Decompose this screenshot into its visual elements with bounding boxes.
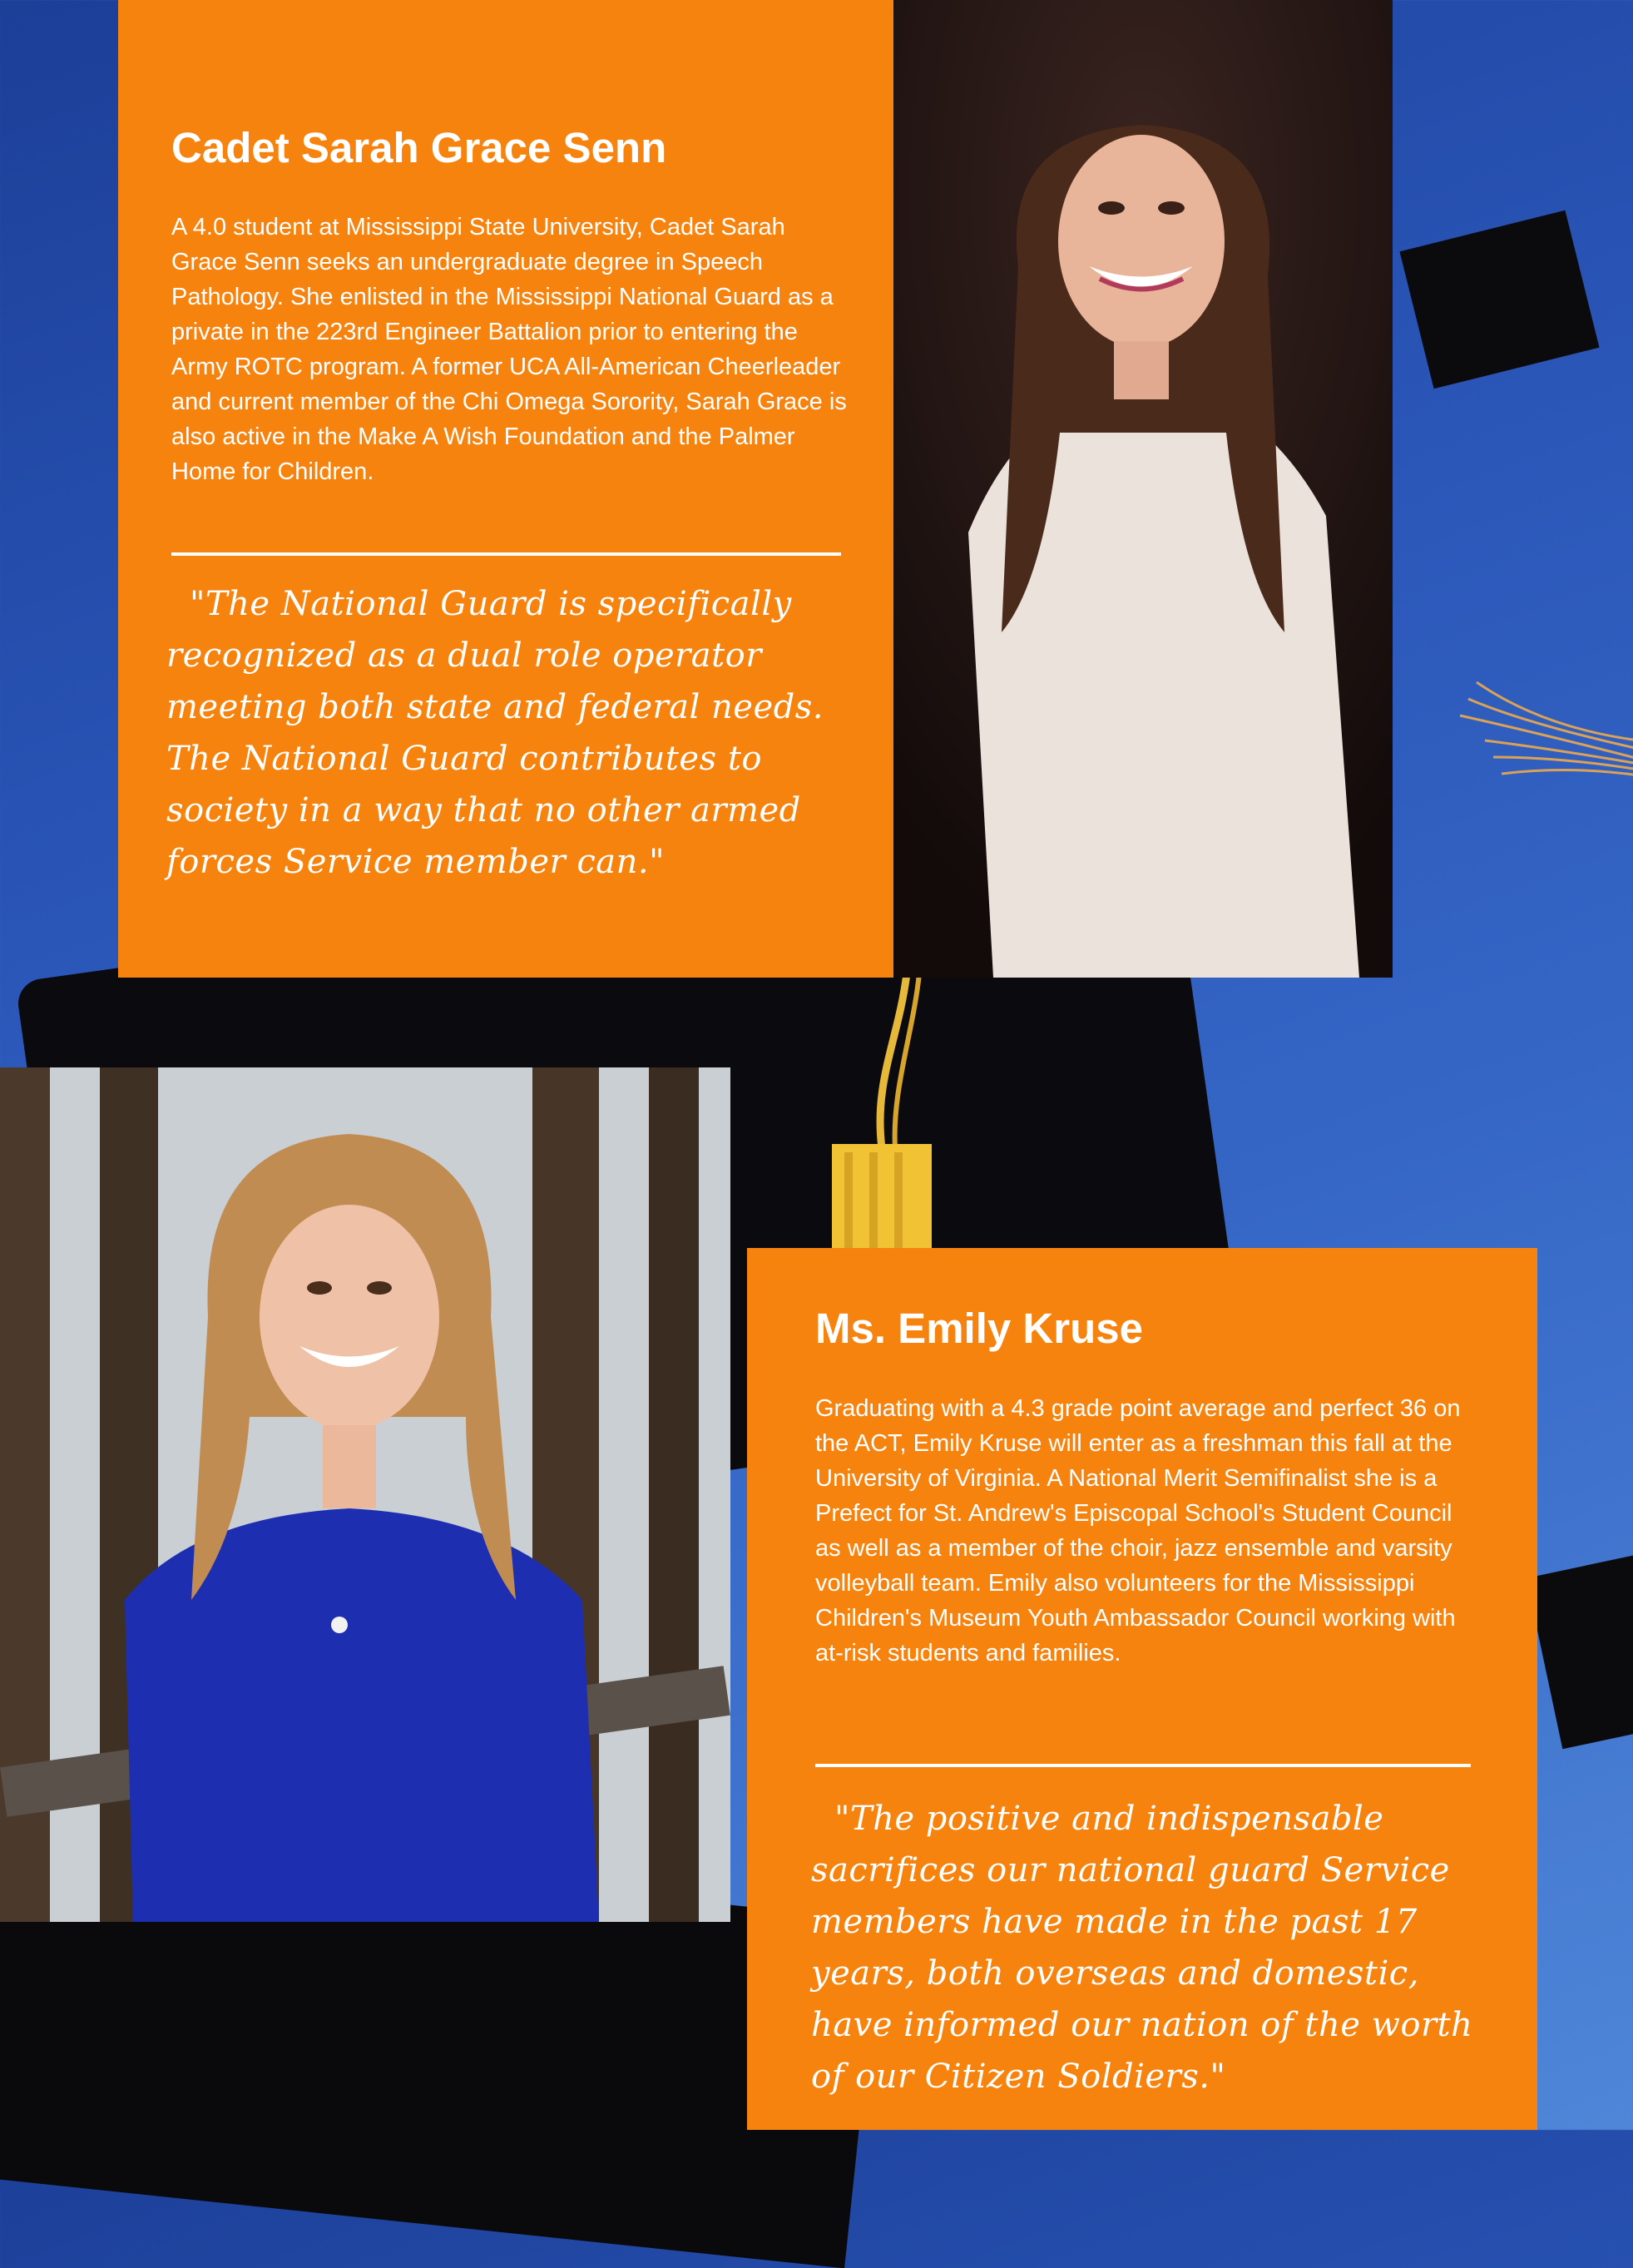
divider (171, 552, 841, 556)
profile-bio: A 4.0 student at Mississippi State University, Cadet Sarah Grace Senn seeks an undergraduate degree in Speech Pathology. She enlisted in the Mississippi National Guard as a private in the 223rd Engineer Battalion prior to entering the Army ROTC program. A former UCA All-American Cheerleader and current member of the Chi Omega Sorority, Sarah Grace is also active in the Make A Wish Foundation and the Palmer Home for Children. (171, 214, 847, 485)
profile-bio: Graduating with a 4.3 grade point average and perfect 36 on the ACT, Emily Kruse will enter as a freshman this fall at the University of Virginia. A National Merit Semifinalist she is a Prefect for St. Andrew's Episcopal School's Student Council as well as a member of the choir, jazz ensemble and varsity volleyball team. Emily also volunteers for the Mississippi Children's Museum Youth Ambassador Council working with at-risk students and families. (815, 1395, 1461, 1666)
portrait-photo-kruse (0, 1067, 730, 1922)
portrait-photo-senn (893, 0, 1393, 978)
tassel-cord-icon (815, 973, 957, 1273)
graduation-cap-small (1399, 210, 1599, 389)
divider (815, 1764, 1471, 1767)
graduation-cap-edge (1527, 1554, 1633, 1750)
tassel-icon (1452, 666, 1633, 790)
profile-quote: "The positive and indispensable sacrifices our national guard Service members have made in the past 17 years, both overseas and domestic, have informed our nation of the worth of our Citizen Soldiers." (811, 1800, 1473, 2096)
profile-name: Cadet Sarah Grace Senn (171, 124, 667, 171)
profile-name: Ms. Emily Kruse (815, 1305, 1143, 1352)
profile-quote: "The National Guard is specifically recognized as a dual role operator meeting both state and federal needs. The National Guard contributes to society in a way that no other armed forces Service member can." (166, 585, 824, 881)
